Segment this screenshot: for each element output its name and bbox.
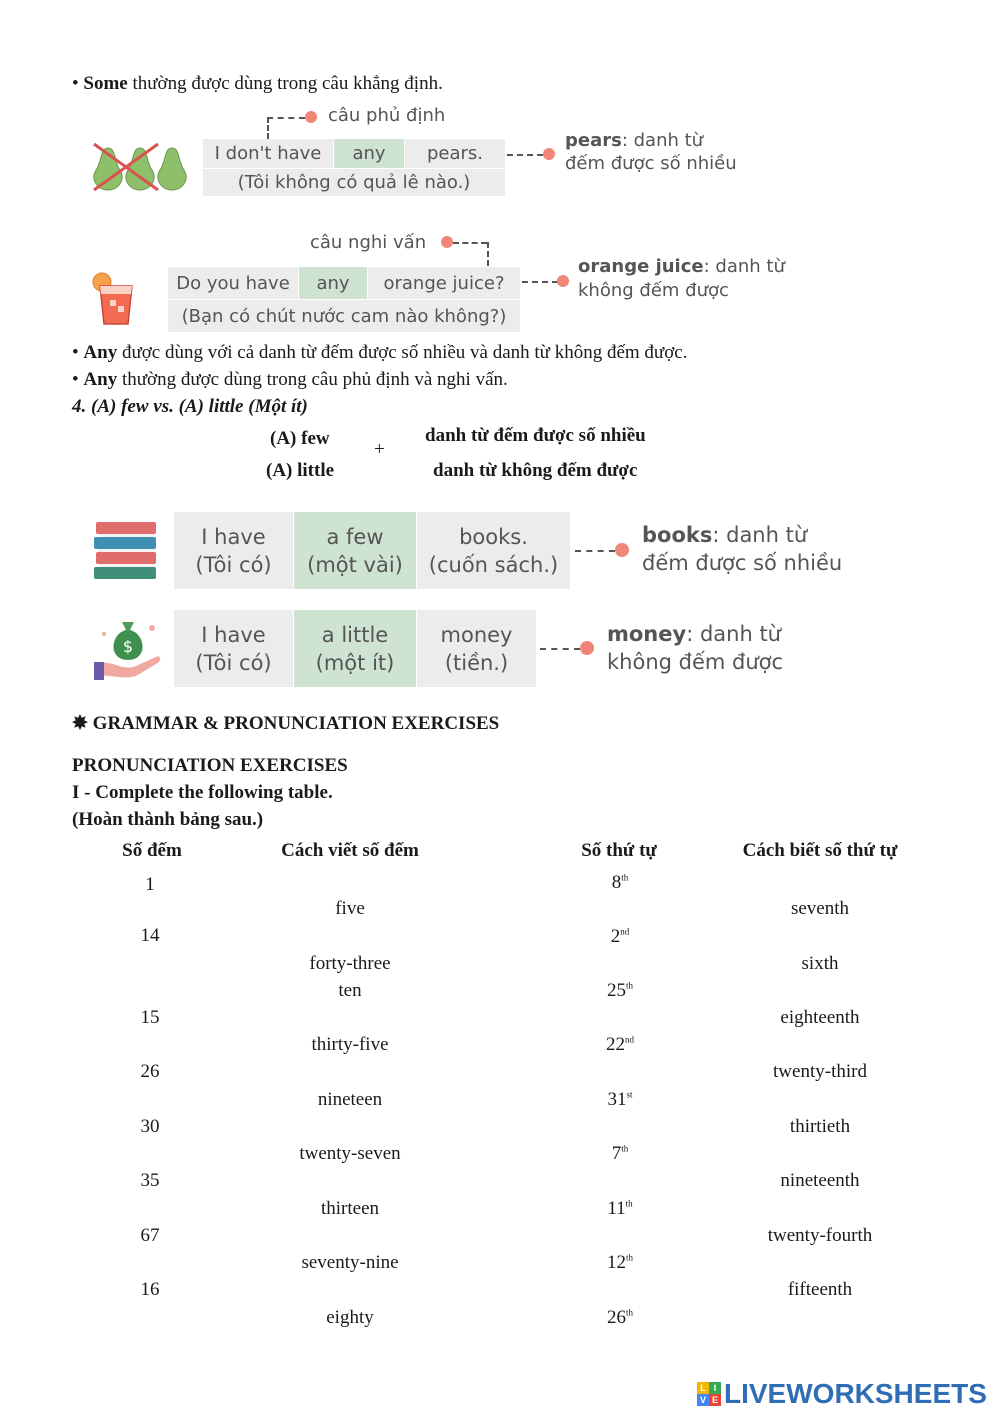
rule-text: được dùng với cả danh từ đếm được số nhiều và danh từ không đếm được. [117,342,688,363]
cardinal-number: 26 [140,1061,160,1082]
ordinal-number [570,1089,670,1111]
dot [543,148,555,160]
cell-noun [417,512,570,589]
connector-h [540,648,580,650]
cardinal-word: seventy-nine [301,1252,399,1273]
cell-subject: Do you have [168,267,298,299]
note-pears [565,130,703,151]
note-keyword: orange juice [578,256,704,277]
liveworksheets-logo[interactable] [697,1378,987,1410]
bullet-some-text: thường được dùng trong câu khẳng định. [127,73,443,94]
header-cardinal-number: Số đếm [122,840,182,861]
logo-tile: E [709,1394,721,1406]
exercises-title-text: GRAMMAR & PRONUNCIATION EXERCISES [92,713,500,734]
ordinal-digit: 12 [606,1252,626,1273]
cell-vi: (cuốn sách.) [428,552,559,577]
cardinal-word: nineteen [317,1089,383,1110]
cell-subject [174,512,293,589]
dot [580,641,594,655]
formula-uncountable: danh từ không đếm được [433,460,638,481]
juice-glass-icon [92,270,140,326]
money-bag-hand-icon [92,614,164,682]
task-title-vi: (Hoàn thành bảng sau.) [72,809,264,830]
cell-quantifier [294,610,416,687]
ordinal-word: eighteenth [780,1007,860,1028]
rule-text: thường được dùng trong câu phủ định và nghi vấn. [117,369,508,390]
note-books-line2: đếm được số nhiều [642,551,843,575]
connector-v [487,242,489,266]
ordinal-number [570,980,670,1002]
cell-quantifier [294,512,416,589]
cell-any: any [334,139,404,168]
label-negative: câu phủ định [328,105,446,126]
dot [441,236,453,248]
cardinal-word: twenty-seven [299,1143,401,1164]
ordinal-word: nineteenth [780,1170,860,1191]
cell-translation: (Tôi không có quả lê nào.) [203,169,505,196]
note-keyword: books [642,523,713,547]
note-pears-line2: đếm được số nhiều [565,153,737,174]
cell-translation: (Bạn có chút nước cam nào không?) [168,300,520,332]
cell-noun [417,610,536,687]
ordinal-suffix: th [621,872,629,883]
dot [305,111,317,123]
note-books [642,523,807,547]
cell-object: pears. [405,139,505,168]
ordinal-word: sixth [801,953,839,974]
note-keyword: pears [565,130,622,151]
books-stack-icon [92,518,160,582]
ordinal-digit: 2 [610,926,621,947]
ordinal-digit: 25 [606,980,626,1001]
label-question: câu nghi vấn [310,232,427,253]
formula-countable: danh từ đếm được số nhiều [425,425,646,446]
bullet-any-2: • Any thường được dùng trong câu phủ định và nghi vấn. [72,369,508,390]
dot [557,275,569,287]
cell-en: books. [459,524,528,549]
ordinal-digit: 26 [606,1307,626,1328]
cell-en: a little [321,622,389,647]
logo-tile: V [697,1394,709,1406]
ordinal-suffix: th [621,1143,629,1154]
keyword-some: Some [83,73,128,94]
ordinal-word: twenty-third [773,1061,867,1082]
star-icon: ✸ [72,713,88,734]
cardinal-number: 30 [140,1116,160,1137]
connector-h [507,154,543,156]
ordinal-number [570,1034,670,1056]
cell-vi: (một ít) [315,650,395,675]
cardinal-number: 16 [140,1279,160,1300]
note-text: : danh từ [686,622,781,646]
cardinal-number: 1 [145,874,155,895]
crossed-pears-icon [90,140,194,192]
logo-text: LIVEWORKSHEETS [724,1378,987,1409]
dot [615,543,629,557]
exercises-title [72,712,499,735]
ordinal-suffix: th [625,1307,633,1318]
ordinal-number [570,872,670,894]
formula-little: (A) little [266,460,335,481]
section-heading-few-little: 4. (A) few vs. (A) little (Một ít) [72,396,308,417]
ordinal-digit: 7 [611,1143,622,1164]
svg-text:$: $ [122,637,134,656]
note-juice-line2: không đếm được [578,280,729,301]
ordinal-word: twenty-fourth [767,1225,873,1246]
note-juice [578,256,785,277]
ordinal-digit: 31 [607,1089,627,1110]
cell-vi: (một vài) [307,552,403,577]
note-money-line2: không đếm được [607,650,784,674]
ordinal-number [570,1252,670,1274]
cell-any: any [299,267,367,299]
note-text: : danh từ [703,256,785,277]
cardinal-word: eighty [326,1307,374,1328]
keyword-any: Any [83,369,118,390]
cell-subject: I don't have [203,139,333,168]
cell-vi: (Tôi có) [195,650,272,675]
ordinal-digit: 8 [611,872,622,893]
cell-en: a few [326,524,384,549]
cardinal-number: 67 [140,1225,160,1246]
connector-h [453,242,487,244]
ordinal-word: seventh [790,898,850,919]
cardinal-number: 15 [140,1007,160,1028]
cardinal-word: thirteen [320,1198,380,1219]
cardinal-word: ten [338,980,362,1001]
ordinal-suffix: th [625,1252,633,1263]
note-money [607,622,781,646]
connector-v [267,117,269,139]
cardinal-word: five [335,898,365,919]
cell-en: I have [201,524,266,549]
note-keyword: money [607,622,687,646]
cell-en: I have [201,622,266,647]
ordinal-word: fifteenth [787,1279,853,1300]
ordinal-suffix: st [626,1089,633,1100]
ordinal-digit: 22 [606,1034,625,1055]
ordinal-digit: 11 [607,1198,626,1219]
cell-object: orange juice? [368,267,520,299]
formula-plus: + [374,439,385,460]
pronunciation-title: PRONUNCIATION EXERCISES [72,755,348,776]
bullet-any-1: • Any được dùng với cả danh từ đếm được số nhiều và danh từ không đếm được. [72,342,688,363]
cell-subject [174,610,293,687]
connector-h [267,117,305,119]
ordinal-suffix: nd [620,926,630,937]
logo-tile: I [709,1382,721,1394]
ordinal-suffix: th [625,1198,633,1209]
cardinal-word: thirty-five [311,1034,389,1055]
header-cardinal-word: Cách viết số đếm [281,840,419,861]
task-title: I - Complete the following table. [72,782,333,803]
keyword-any: Any [83,342,118,363]
ordinal-suffix: nd [625,1034,634,1045]
header-ordinal-word: Cách biết số thứ tự [742,840,898,861]
logo-tile: L [697,1382,709,1394]
ordinal-suffix: th [625,980,633,991]
cardinal-number: 35 [140,1170,160,1191]
cell-vi: (tiền.) [444,650,509,675]
bullet-some: • Some thường được dùng trong câu khẳng định. [72,73,443,94]
cell-vi: (Tôi có) [195,552,272,577]
ordinal-number [570,1198,670,1220]
cardinal-word: forty-three [309,953,391,974]
connector-h [522,281,558,283]
ordinal-number [570,926,670,948]
connector-h [575,550,615,552]
note-text: : danh từ [712,523,808,547]
cardinal-number: 14 [140,925,160,946]
ordinal-word: thirtieth [789,1116,851,1137]
cell-en: money [440,622,513,647]
logo-badge [697,1382,721,1406]
note-text: : danh từ [621,130,704,151]
ordinal-number [570,1307,670,1329]
ordinal-number [570,1143,670,1165]
formula-few: (A) few [270,428,330,449]
header-ordinal-number: Số thứ tự [581,840,657,861]
